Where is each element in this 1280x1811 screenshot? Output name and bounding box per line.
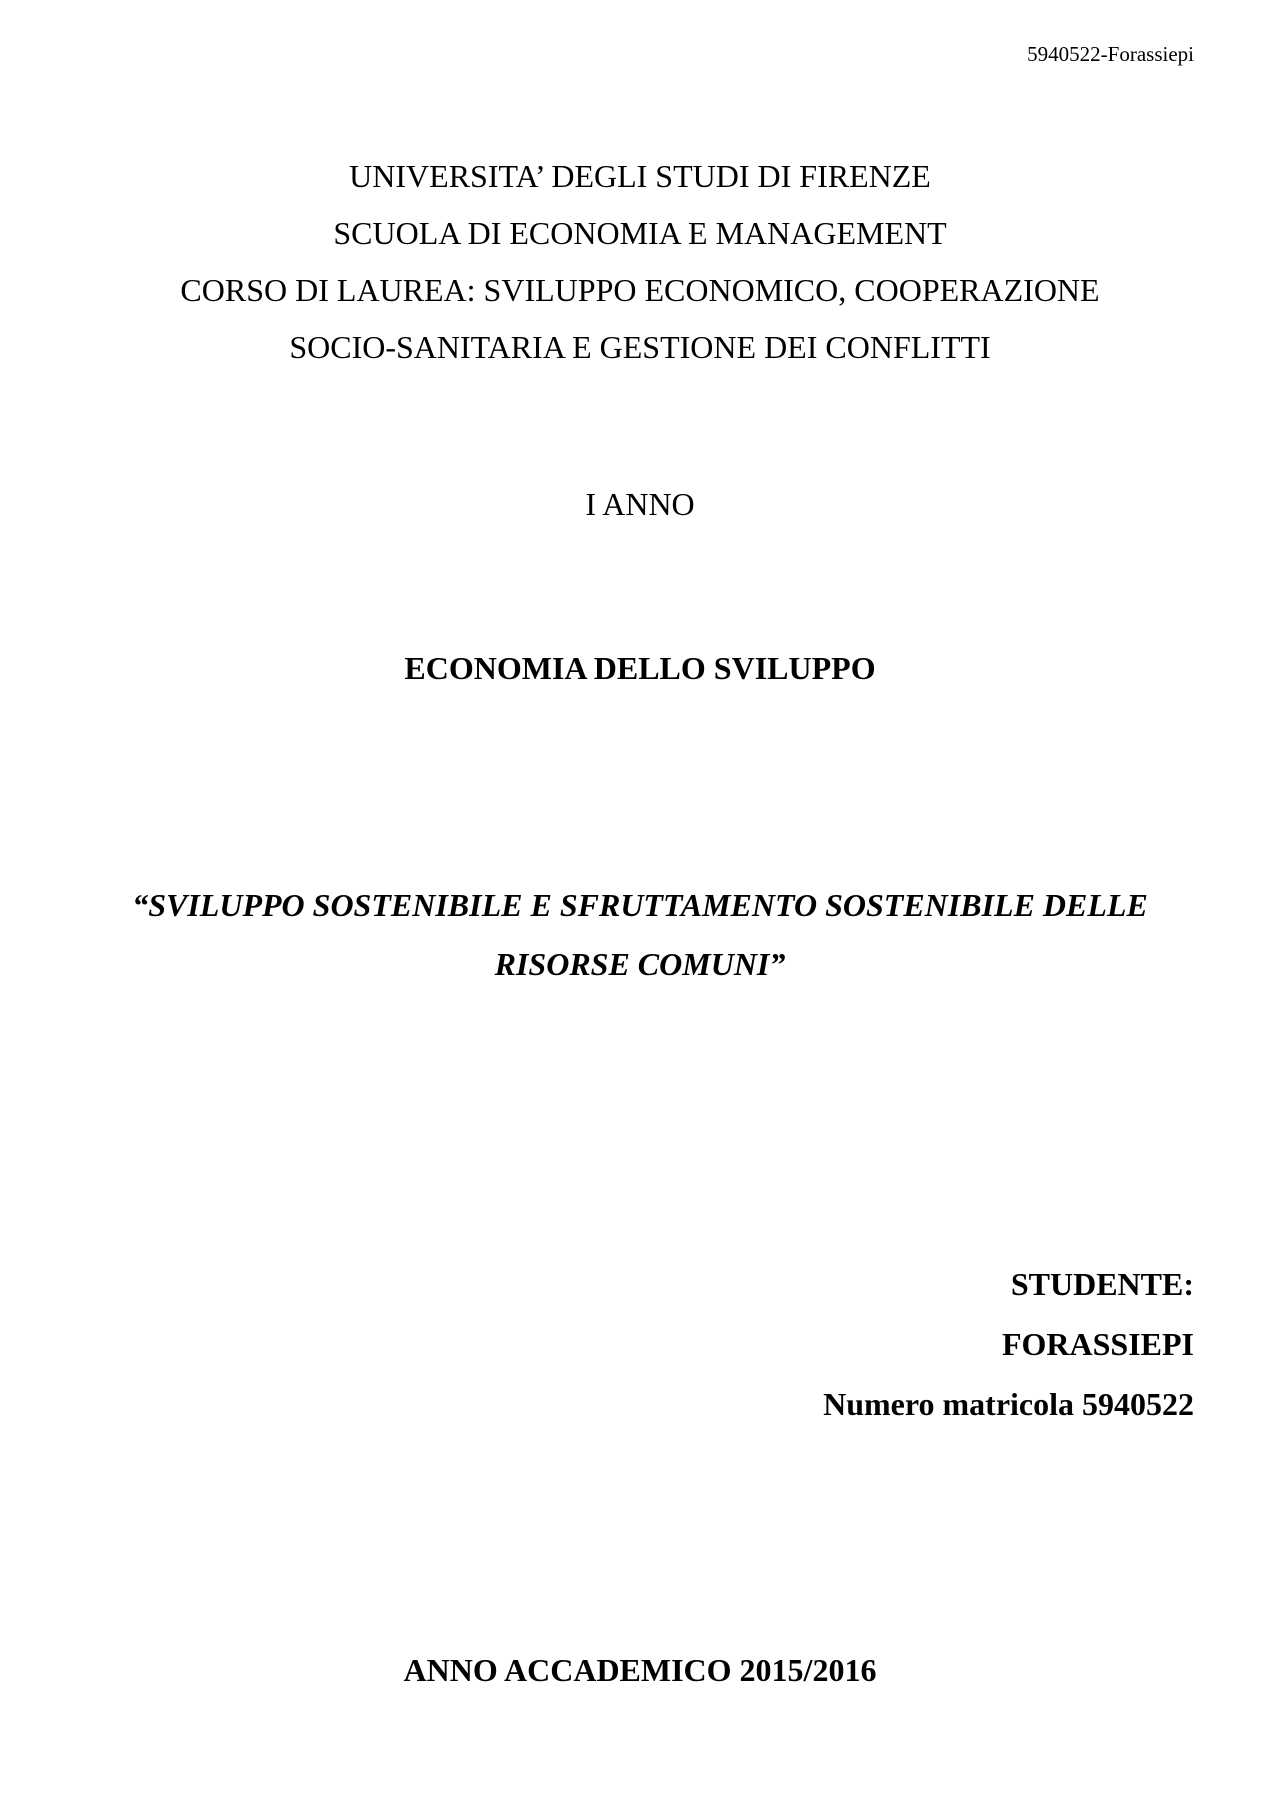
thesis-title-line1: “SVILUPPO SOSTENIBILE E SFRUTTAMENTO SOSTENIBILE DELLE — [132, 887, 1148, 923]
student-matricola: Numero matricola 5940522 — [823, 1386, 1194, 1422]
document-id-header: 5940522-Forassiepi — [1027, 42, 1194, 66]
course-name: ECONOMIA DELLO SVILUPPO — [404, 650, 876, 686]
school-name: SCUOLA DI ECONOMIA E MANAGEMENT — [333, 215, 947, 251]
thesis-title — [0, 876, 1280, 994]
thesis-title-line2: RISORSE COMUNI” — [494, 946, 786, 982]
student-surname: FORASSIEPI — [1001, 1326, 1194, 1362]
student-label: STUDENTE: — [1010, 1266, 1194, 1302]
institution-block — [0, 148, 1280, 376]
year-of-study: I ANNO — [585, 486, 695, 522]
university-name: UNIVERSITA’ DEGLI STUDI DI FIRENZE — [349, 158, 931, 194]
degree-course-line2: SOCIO-SANITARIA E GESTIONE DEI CONFLITTI — [289, 329, 991, 365]
degree-course-line1: CORSO DI LAUREA: SVILUPPO ECONOMICO, COOPERAZIONE — [180, 272, 1100, 308]
student-info — [823, 1254, 1194, 1434]
academic-year: ANNO ACCADEMICO 2015/2016 — [403, 1652, 877, 1688]
